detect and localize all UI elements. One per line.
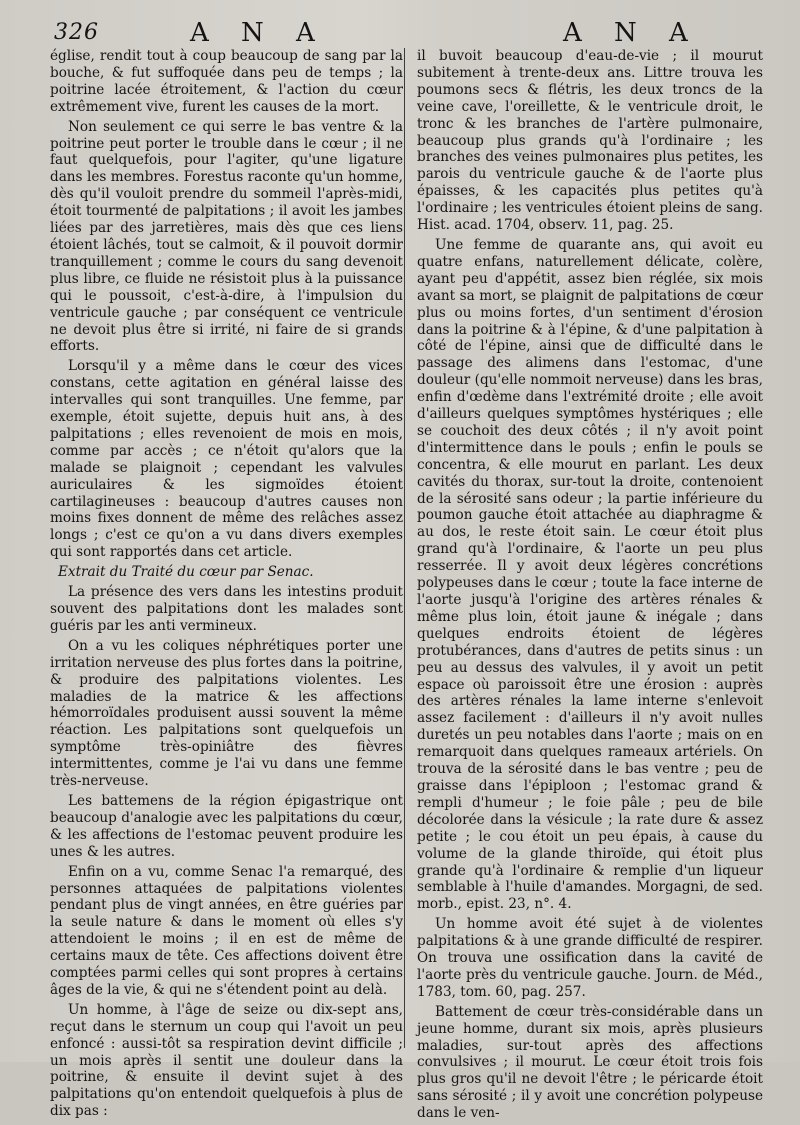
- paragraph: On a vu les coliques néphrétiques porter une irritation nerveuse des plus fortes dans la poitrine, & produire des palpitations violentes. Les maladies de la matrice & les affections hémorroïdales produisent aussi souvent la même réaction. Les palpitations sont quelquefois un symptôme très-opiniâtre des fièvres intermittentes, comme je l'ai vu dans une femme très-nerveuse.: [50, 637, 403, 790]
- page-header: [0, 18, 800, 48]
- paragraph: église, rendit tout à coup beaucoup de sang par la bouche, & fut suffoquée dans peu de temps ; la poitrine lacée étroitement, & l'action du cœur extrêmement vive, furent les causes de la mort.: [50, 48, 403, 115]
- paragraph: Les battemens de la région épigastrique ont beaucoup d'analogie avec les palpitations du cœur, & les affections de l'estomac peuvent produire les unes & les autres.: [50, 792, 403, 860]
- source-citation: Extrait du Traité du cœur par Senac.: [58, 564, 314, 581]
- paragraph: Un homme, à l'âge de seize ou dix-sept ans, reçut dans le sternum un coup qui l'avoit un peu enfoncé : aussi-tôt sa respiration devint difficile ; un mois après il sentit une douleur dans la poitrine, & ensuite il devint sujet à des palpitations qu'on entendoit quelquefois à plus de dix pas :: [50, 1001, 403, 1120]
- column-divider: [404, 48, 405, 1048]
- paragraph: Lorsqu'il y a même dans le cœur des vices constans, cette agitation en général laisse des intervalles qui sont tranquilles. Une femme, par exemple, étoit sujette, depuis huit ans, à des palpitations ; elles revenoient de mois en mois, comme par accès ; ce n'étoit qu'alors que la malade se plaignoit ; cependant les valvules auriculaires & les sigmoïdes étoient cartilagineuses : beaucoup d'autres causes non moins fixes donnent de même des relâches assez longs ; c'est ce qu'on a vu dans divers exemples qui sont rapportés dans cet article.: [50, 358, 403, 561]
- paragraph: il buvoit beaucoup d'eau-de-vie ; il mourut subitement à trente-deux ans. Littre trouva les poumons secs & flétris, les deux troncs de la veine cave, l'oreillette, & le ventricule droit, le tronc & les branches de l'artère pulmonaire, beaucoup plus grands qu'à l'ordinaire ; les branches des veines pulmonaires plus petites, les parois du ventricule gauche & de l'aorte plus épaisses, & les capacités plus petites qu'à l'ordinaire ; les ventricules étoient pleins de sang. Hist. acad. 1704, observ. 11, pag. 25.: [417, 48, 763, 234]
- running-title-left: A N A: [190, 18, 327, 48]
- paragraph: Un homme avoit été sujet à de violentes palpitations & à une grande difficulté de respirer. On trouva une ossification dans la cavité de l'aorte près du ventricule gauche. Journ. de Méd., 1783, tom. 60, pag. 257.: [417, 916, 763, 1000]
- paragraph: Battement de cœur très-considérable dans un jeune homme, durant six mois, après plusieurs maladies, sur-tout après des affections convulsives ; il mourut. Le cœur étoit trois fois plus gros qu'il ne devoit l'être ; le péricarde étoit sans sérosité ; il y avoit une concrétion polypeuse dans le ven-: [417, 1003, 763, 1122]
- left-column: [50, 48, 403, 1123]
- paragraph: La présence des vers dans les intestins produit souvent des palpitations dont les malades sont guéris par les anti vermineux.: [50, 584, 403, 634]
- paragraph: Non seulement ce qui serre le bas ventre & la poitrine peut porter le trouble dans le cœur ; il ne faut quelquefois, pour l'agiter, qu'une ligature dans les membres. Forestus raconte qu'un homme, dès qu'il vouloit prendre du sommeil l'après-midi, étoit tourmenté de palpitations ; il avoit les jambes liées par des jarretières, mais dès que ces liens étoient lâchés, tout se calmoit, & il pouvoit dormir tranquillement ; comme le cours du sang devenoit plus libre, ce fluide ne résistoit plus à la puissance qui le poussoit, c'est-à-dire, à l'impulsion du ventricule gauche ; par conséquent ce ventricule ne devoit plus être si irrité, ni faire de si grands efforts.: [50, 118, 403, 355]
- paragraph: Enfin on a vu, comme Senac l'a remarqué, des personnes attaquées de palpitations violentes pendant plus de vingt années, en être guéries par la seule nature & dans le moment où elles s'y attendoient le moins ; il en est de même de certains maux de tête. Ces affections doivent être comptées parmi celles qui sont propres à certains âges de la vie, & qui ne s'étendent point au delà.: [50, 863, 403, 998]
- page-number: 326: [54, 20, 99, 45]
- paragraph: Une femme de quarante ans, qui avoit eu quatre enfans, naturellement délicate, colère, ayant peu d'appétit, assez bien réglée, six mois avant sa mort, se plaignit de palpitations de cœur plus ou moins fortes, d'un sentiment d'érosion dans la poitrine & à l'épine, & d'une palpitation à côté de l'épine, ainsi que de difficulté dans le passage des alimens dans l'estomac, d'une douleur (qu'elle nommoit nerveuse) dans les bras, enfin d'œdème dans l'extrémité droite ; elle avoit d'ailleurs quelques symptômes hystériques ; elle se couchoit des deux côtés ; il n'y avoit point d'intermittence dans le pouls ; enfin le pouls se concentra, & elle mourut en parlant. Les deux cavités du thorax, sur-tout la droite, contenoient de la sérosité sans odeur ; la partie inférieure du poumon gauche étoit attachée au diaphragme & au dos, le reste étoit sain. Le cœur étoit plus grand qu'à l'ordinaire, & l'aorte un peu plus resserrée. Il y avoit deux légères concrétions polypeuses dans le cœur ; toute la face interne de l'aorte jusqu'à l'origine des artères rénales & même plus loin, étoit jaune & inégale ; dans quelques endroits étoient de légères protubérances, dans d'autres de petits sinus : un peu au dessus des valvules, il y avoit un petit espace où paroissoit être une érosion : auprès des artères rénales la lame interne s'enlevoit assez facilement : d'ailleurs il n'y avoit nulles duretés un peu notables dans l'aorte ; mais on en remarquoit dans quelques rameaux artériels. On trouva de la sérosité dans le bas ventre ; peu de graisse dans l'épiploon ; l'estomac grand & rempli d'humeur ; le foie pâle ; peu de bile décolorée dans la vésicule ; la rate dure & assez petite ; le cou étoit un peu épais, à cause du volume de la glande thiroïde, qui étoit plus grande qu'à l'ordinaire & remplie d'un liqueur semblable à l'huile d'amandes. Morgagni, de sed. morb., epist. 23, n°. 4.: [417, 236, 763, 913]
- right-column: [417, 48, 763, 1125]
- running-title-right: A N A: [563, 18, 700, 48]
